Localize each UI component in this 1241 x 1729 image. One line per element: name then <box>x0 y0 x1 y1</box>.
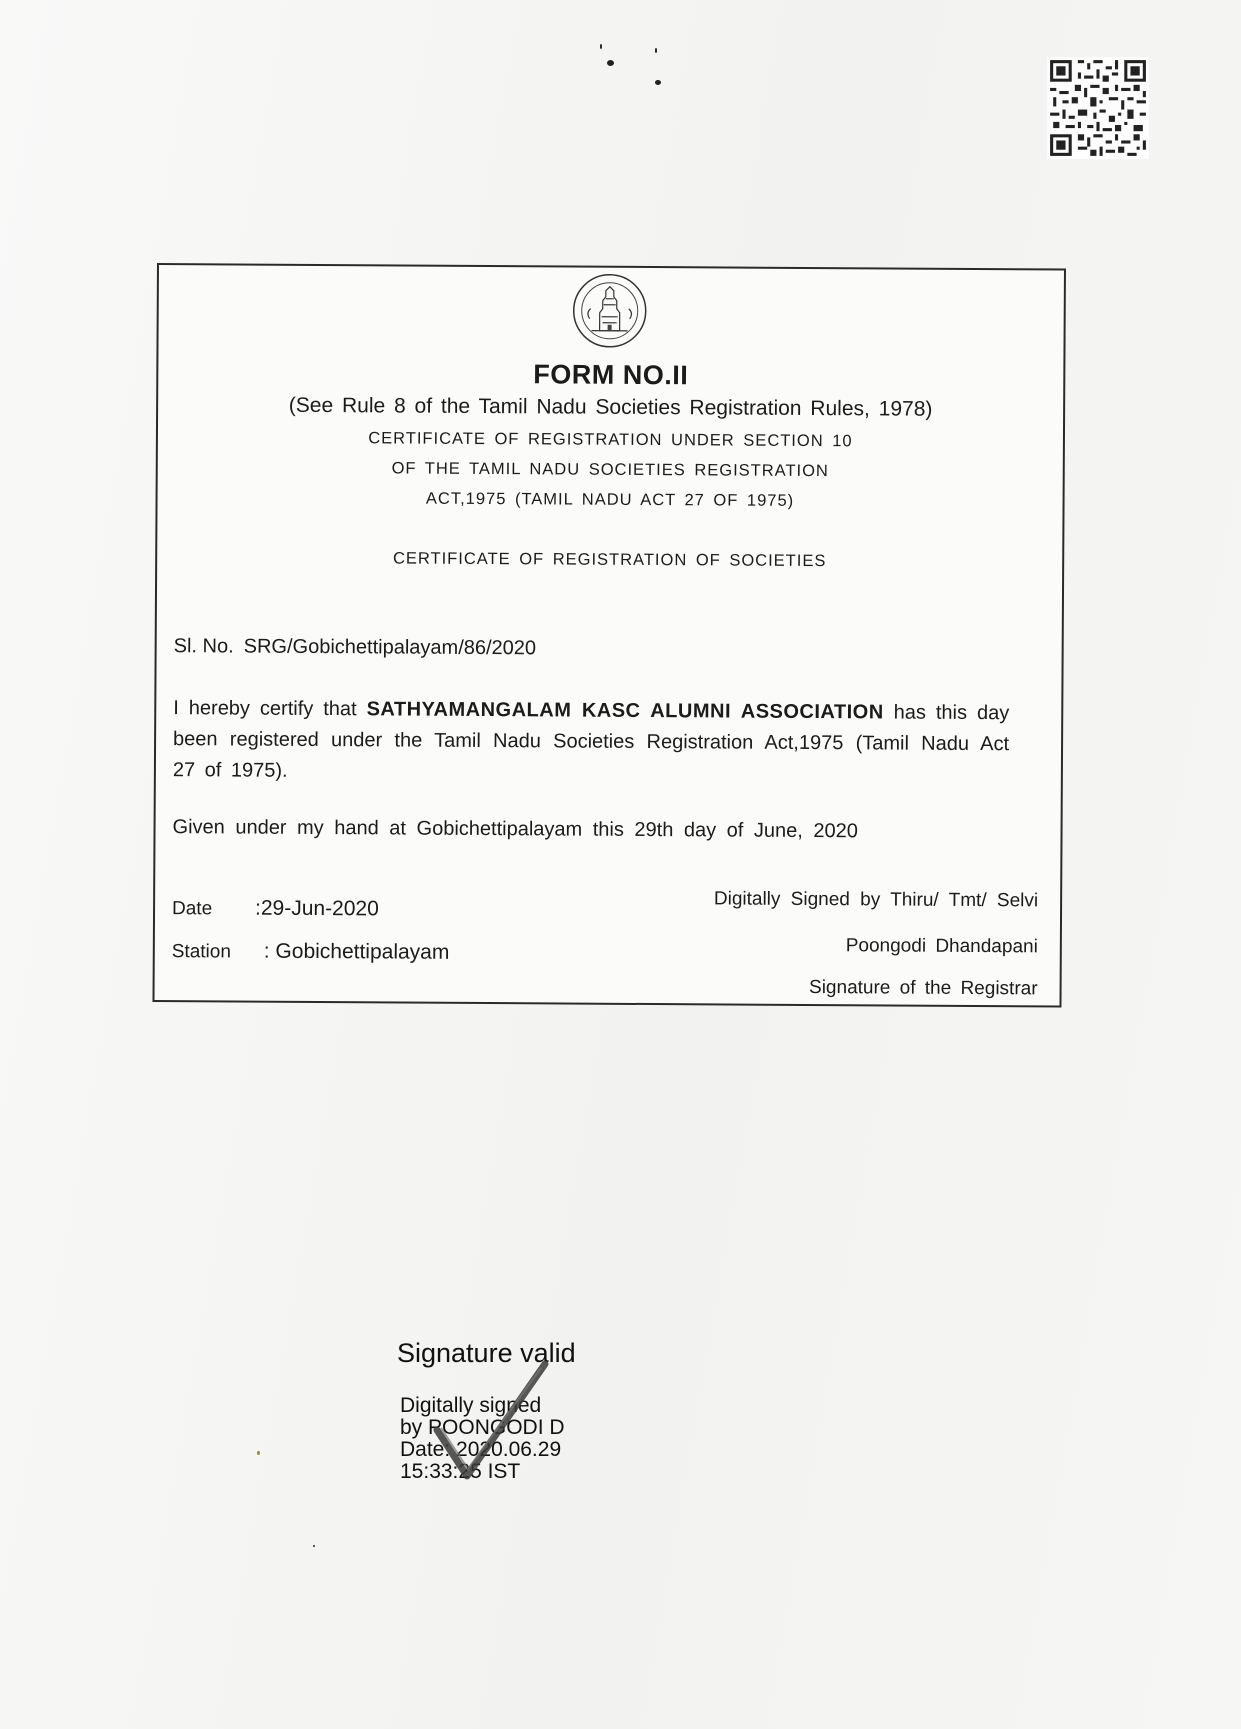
certification-prefix: I hereby certify that <box>173 697 357 721</box>
scan-speck <box>655 80 661 85</box>
signer-name: Poongodi Dhandapani <box>845 935 1038 958</box>
scan-speck <box>600 44 602 49</box>
scan-speck <box>655 48 657 53</box>
scan-speck <box>313 1545 315 1547</box>
stamp-title: Signature valid <box>397 1338 576 1368</box>
certificate-frame <box>152 263 1065 1008</box>
date-value: :29-Jun-2020 <box>254 896 379 921</box>
scan-speck <box>257 1451 260 1455</box>
scan-speck <box>607 60 614 66</box>
serial-value: SRG/Gobichettipalayam/86/2020 <box>243 635 537 660</box>
date-label: Date <box>171 898 213 920</box>
signed-by-line: Digitally Signed by Thiru/ Tmt/ Selvi <box>713 888 1039 912</box>
serial-number <box>174 635 537 660</box>
society-name: SATHYAMANGALAM KASC ALUMNI ASSOCIATION <box>366 698 884 724</box>
heading-line-3: ACT,1975 (TAMIL NADU ACT 27 OF 1975) <box>425 489 795 510</box>
station-value: : Gobichettipalayam <box>263 939 450 964</box>
serial-label: Sl. No. <box>173 635 234 658</box>
signature-caption: Signature of the Registrar <box>809 976 1038 1000</box>
heading-line-1: CERTIFICATE OF REGISTRATION UNDER SECTION 10 <box>368 429 853 451</box>
digital-signature-stamp <box>397 1338 627 1508</box>
heading-line-2: OF THE TAMIL NADU SOCIETIES REGISTRATION <box>391 459 829 481</box>
station-label: Station <box>171 941 232 963</box>
certificate-subheading: CERTIFICATE OF REGISTRATION OF SOCIETIES <box>392 549 827 571</box>
station-row <box>172 939 450 965</box>
date-row <box>172 896 379 921</box>
stamp-line-2: by POONGODI D <box>400 1416 565 1439</box>
stamp-line-3: Date: 2020.06.29 <box>400 1438 562 1461</box>
certification-suffix: has this day been registered under the Tamil Nadu Societies Registration Act,1975 (Tamil Nadu Act 27 of 1975). <box>172 701 1010 782</box>
form-title: FORM NO.II <box>533 359 689 391</box>
checkmark-icon <box>397 1338 627 1508</box>
stamp-line-1: Digitally signed <box>400 1394 542 1417</box>
given-line: Given under my hand at Gobichettipalayam this 29th day of June, 2020 <box>172 816 858 843</box>
rule-reference: (See Rule 8 of the Tamil Nadu Societies Registration Rules, 1978) <box>288 393 933 421</box>
qr-code-icon <box>1046 57 1150 159</box>
stamp-line-4: 15:33:25 IST <box>400 1460 521 1483</box>
certification-paragraph <box>173 693 1010 791</box>
tamil-nadu-emblem-icon <box>571 273 647 349</box>
